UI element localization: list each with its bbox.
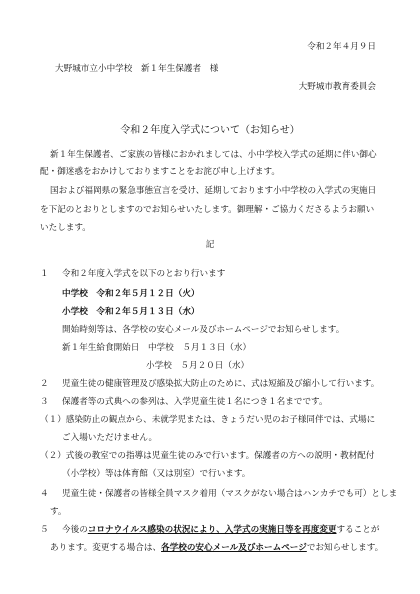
item-text-pre: あります。変更する場合は、 [50, 543, 162, 553]
item-number: ２ [40, 379, 49, 389]
sender: 大野城市教育委員会 [298, 82, 376, 92]
intro-line: いたします。 [40, 223, 91, 233]
intro-line: 新１年生保護者、ご家族の皆様におかれましては、小中学校入学式の延期に伴い御心 [50, 150, 377, 160]
item-number: ５ [40, 525, 49, 535]
subitem-2-cont: （小学校）等は体育館（又は別室）で行います。 [62, 469, 251, 479]
time-note: 開始時刻等は、各学校の安心メール及びホームページでお知らせします。 [62, 325, 345, 335]
intro-line: 国および福岡県の緊急事態宣言を受け、延期しております小中学校の入学式の実施日 [50, 186, 377, 196]
item-text-cont: す。 [50, 507, 67, 517]
item-text-post: でお知らせします。 [306, 543, 384, 553]
item-number: ３ [40, 397, 49, 407]
item-number: ４ [40, 489, 49, 499]
subitem-1: （１）感染防止の観点から、未就学児または、きょうだい児のお子様同伴では、式場に [40, 415, 376, 425]
item-text: 保護者等の式典への参列は、入学児童生徒１名につき１名までです。 [62, 397, 328, 407]
subitem-2: （２）式後の教室での指導は児童生徒のみで行います。保護者の方への説明・教材配付 [40, 451, 375, 461]
subitem-1-cont: ご入場いただけません。 [62, 433, 158, 443]
item-text-post: することが [336, 525, 380, 535]
recipient: 大野城市立小中学校 新１年生保護者 様 [55, 64, 219, 74]
item-text: 令和２年度入学式を以下のとおり行います [62, 269, 226, 279]
item-text-cont [50, 542, 383, 554]
item-text: 児童生徒の健康管理及び感染拡大防止のために、式は短縮及び縮小して行います。 [62, 379, 380, 389]
jhs-date: 中学校 令和２年５月１２日（火） [62, 289, 200, 299]
date: 令和２年４月９日 [307, 42, 376, 52]
item-text: 児童生徒・保護者の皆様全員マスク着用（マスクがない場合はハンカチでも可）としま [62, 489, 398, 499]
item-text [62, 524, 380, 536]
emphasis-text: コロナウイルス感染の状況により、入学式の実施日等を再度変更 [87, 525, 337, 535]
lunch-start: 新１年生給食開始日 中学校 ５月１３日（水） [62, 343, 252, 353]
intro-line: 配・御迷惑をおかけしておりますことをお詫び申し上げます。 [40, 167, 280, 177]
lunch-es: 小学校 ５月２０日（水） [146, 361, 250, 371]
intro-line: を下記のとおりとしますのでお知らせいたします。御理解・ご協力くださるようお願い [40, 205, 375, 215]
page-title: 令和２年度入学式について（お知らせ） [120, 125, 300, 136]
item-number: １ [40, 269, 49, 279]
emphasis-text: 各学校の安心メール及びホームページ [161, 543, 307, 553]
item-text-pre: 今後の [62, 525, 88, 535]
es-date: 小学校 令和２年５月１３日（水） [62, 307, 200, 317]
ki-heading: 記 [205, 240, 215, 250]
